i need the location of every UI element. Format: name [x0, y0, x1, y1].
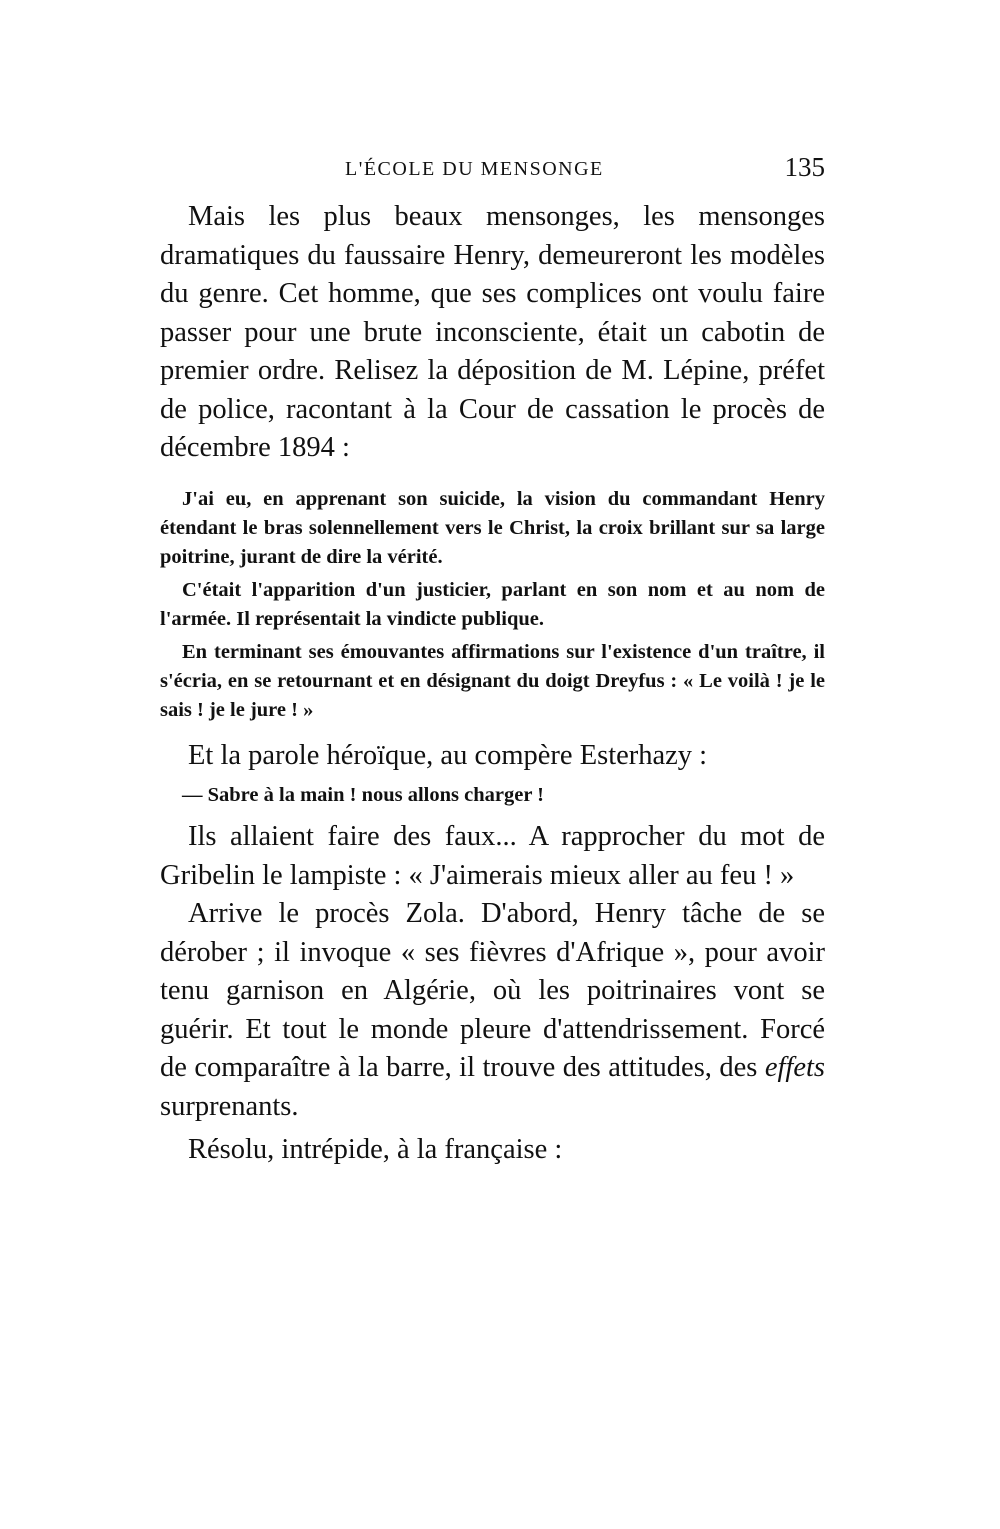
- quotation-paragraph-3: En terminant ses émouvantes affirmations sur l'existence d'un traître, il s'écria, en se retournant et en désignant du doigt Dreyfus : « Le voilà ! je le sais ! je le jure ! »: [160, 640, 825, 721]
- paragraph-4: [160, 895, 825, 1126]
- paragraph-4-text: Arrive le procès Zola. D'abord, Henry tâche de se dérober ; il invoque « ses fièvres d'Afrique », pour avoir tenu garnison en Algérie, où les poitrinaires vont se guérir. Et tout le monde pleure d'attendrissement. Forcé de comparaître à la barre, il trouve des attitudes, des: [160, 898, 825, 1083]
- body-text: [160, 198, 825, 1170]
- book-page: [160, 150, 825, 1170]
- quotation-paragraph-1: J'ai eu, en apprenant son suicide, la vision du commandant Henry étendant le bras solennellement vers le Christ, la croix brillant sur sa large poitrine, jurant de dire la vérité.: [160, 487, 825, 568]
- paragraph-4-emphasis: effets: [764, 1052, 825, 1083]
- paragraph-1: Mais les plus beaux mensonges, les mensonges dramatiques du faussaire Henry, demeureront les modèles du genre. Cet homme, que ses complices ont voulu faire passer pour une brute inconsciente, était un cabotin de premier ordre. Relisez la déposition de M. Lépine, préfet de police, racontant à la Cour de cassation le procès de décembre 1894 :: [160, 201, 825, 463]
- paragraph-5: Résolu, intrépide, à la française :: [188, 1134, 563, 1165]
- page-number: 135: [784, 152, 825, 182]
- quotation-block: [160, 485, 825, 725]
- short-quotation: — Sabre à la main ! nous allons charger !: [182, 784, 545, 806]
- paragraph-4-end: surprenants.: [160, 1090, 299, 1122]
- paragraph-3: Ils allaient faire des faux... A rapprocher du mot de Gribelin le lampiste : « J'aimerais mieux aller au feu ! »: [160, 821, 825, 891]
- paragraph-2: Et la parole héroïque, au compère Esterhazy :: [188, 739, 708, 771]
- running-head: [160, 150, 825, 190]
- running-title: L'ÉCOLE DU MENSONGE: [345, 158, 604, 180]
- quotation-paragraph-2: C'était l'apparition d'un justicier, parlant en son nom et au nom de l'armée. Il représentait la vindicte publique.: [160, 578, 825, 630]
